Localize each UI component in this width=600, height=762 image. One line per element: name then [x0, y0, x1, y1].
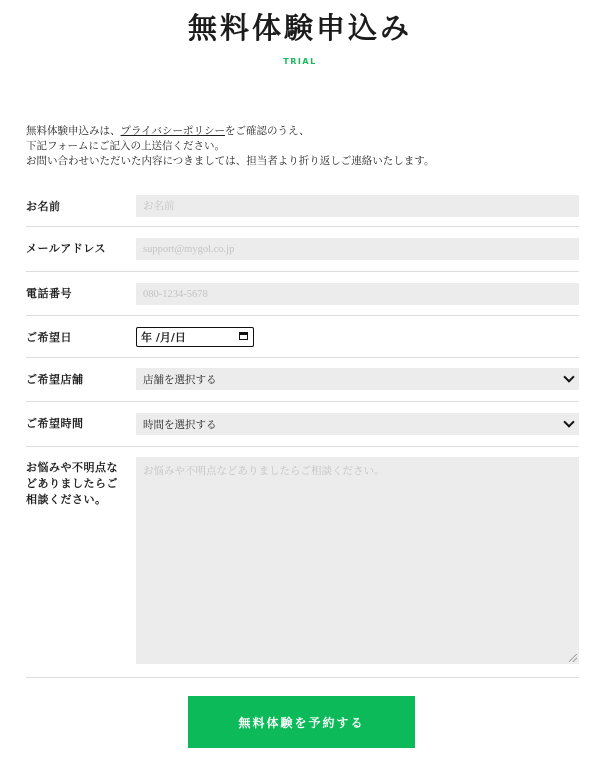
message-placeholder: お悩みや不明点などありましたらご相談ください。: [143, 466, 385, 477]
time-selected: 時間を選択する: [143, 418, 217, 431]
submit-button[interactable]: 無料体験を予約する: [188, 696, 415, 748]
form-row-store: [26, 358, 579, 402]
message-label-line-2: どありましたらご: [26, 477, 118, 490]
intro-prefix: 無料体験申込みは、: [26, 125, 121, 137]
email-input[interactable]: [136, 238, 579, 260]
message-label: [26, 460, 130, 508]
message-label-line-1: お悩みや不明点な: [26, 461, 118, 474]
form-row-message: [26, 447, 579, 678]
chevron-down-icon: [563, 371, 574, 382]
store-label: ご希望店舗: [26, 373, 84, 386]
phone-input[interactable]: [136, 283, 579, 305]
intro-line-1: [26, 124, 586, 139]
privacy-policy-link[interactable]: プライバシーポリシー: [120, 125, 225, 137]
email-label: メールアドレス: [26, 242, 106, 255]
intro-line-2: 下記フォームにご記入の上送信ください。: [26, 140, 225, 152]
time-select[interactable]: [136, 413, 579, 435]
chevron-down-icon: [563, 416, 574, 427]
form-row-date: [26, 316, 579, 358]
form-row-email: [26, 227, 579, 272]
name-label: お名前: [26, 200, 61, 213]
time-label: ご希望時間: [26, 417, 84, 430]
message-textarea[interactable]: [136, 457, 579, 664]
intro-line-3: お問い合わせいただいた内容につきましては、担当者より折り返しご連絡いたします。: [26, 155, 435, 167]
form-row-phone: [26, 272, 579, 316]
resize-handle-icon[interactable]: [569, 654, 577, 662]
date-value: 年 /月/日: [141, 331, 186, 344]
form-row-time: [26, 402, 579, 447]
store-select[interactable]: [136, 368, 579, 390]
calendar-icon[interactable]: [239, 332, 248, 340]
intro-text: [26, 124, 586, 169]
form-row-name: [26, 184, 579, 227]
intro-suffix: をご確認のうえ、: [224, 125, 310, 137]
date-label: ご希望日: [26, 331, 72, 344]
date-picker[interactable]: [136, 327, 254, 347]
store-selected: 店舗を選択する: [143, 373, 217, 386]
name-input[interactable]: [136, 195, 579, 217]
page-title: 無料体験申込み: [187, 11, 412, 45]
message-label-line-3: 相談ください。: [26, 493, 107, 506]
phone-label: 電話番号: [26, 287, 72, 300]
page-subtitle: TRIAL: [283, 57, 317, 66]
